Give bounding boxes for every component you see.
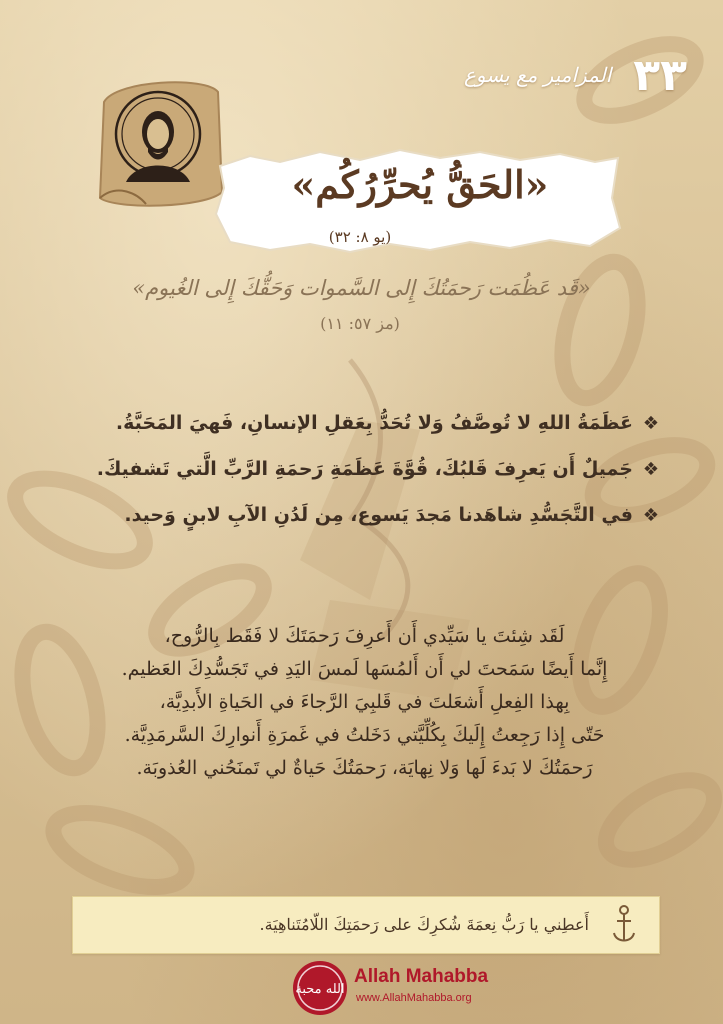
list-item xyxy=(60,446,661,492)
prayer-line: رَحمَتُكَ لا بَدءَ لَها وَلا نِهايَة، رَحمَتُكَ حَياةٌ لي تَمنَحُني العُذوبَة. xyxy=(136,757,593,779)
bullet-text: جَميلٌ أَن يَعرِفَ قَلبُكَ، قُوَّةَ عَظَمَةِ رَحمَةِ الرَّبِّ الَّتي تَشفيكَ. xyxy=(96,458,633,480)
anchor-cross-icon xyxy=(611,903,637,947)
header xyxy=(300,50,687,100)
closing-prayer-box xyxy=(72,896,660,954)
christ-portrait-icon xyxy=(96,72,226,212)
series-title: المزامير مع يسوع xyxy=(463,63,612,87)
prayer-text xyxy=(56,620,673,785)
footer-brand[interactable]: Allah Mahabba xyxy=(354,966,489,987)
closing-text: أَعطِني يا رَبُّ نِعمَةَ شُكرِكَ على رَحمَتِكَ اللّامُتَناهِيَة. xyxy=(259,915,589,934)
diamond-bullet-icon: ❖ xyxy=(642,504,660,526)
bullet-text: في التَّجَسُّدِ شاهَدنا مَجدَ يَسوع، مِن لَدُنِ الآبِ لابنٍ وَحيد. xyxy=(124,504,633,526)
psalm-verse: «قَد عَظُمَت رَحمَتُكَ إِلى السَّموات وَحَقُّكَ إِلى الغُيوم» xyxy=(132,276,591,300)
footer-url-link[interactable]: www.AllahMahabba.org xyxy=(356,992,472,1004)
prayer-line: حَتّى إِذا رَجِعتُ إِلَيكَ بِكُلِّيَّتي دَخَلتُ في غَمرَةِ أَنوارِكَ السَّرمَدِيَّة. xyxy=(124,724,605,746)
list-item xyxy=(60,492,661,538)
bullet-text: عَظَمَةُ اللهِ لا تُوصَّفُ وَلا تُحَدُّ بِعَقلِ الإنسانِ، فَهيَ المَحَبَّةُ. xyxy=(115,412,633,434)
diamond-bullet-icon: ❖ xyxy=(642,412,660,434)
psalm-reference: (مز ٥٧: ١١) xyxy=(320,314,400,333)
title-reference: (يو ٨: ٣٢) xyxy=(328,228,392,246)
bullet-list xyxy=(60,400,661,538)
diamond-bullet-icon: ❖ xyxy=(642,458,660,480)
svg-text:الله محبة: الله محبة xyxy=(295,982,345,997)
page-number: ٣٣ xyxy=(633,49,687,101)
footer xyxy=(292,958,522,1018)
prayer-line: إِنَّما أَيضًا سَمَحتَ لي أَن أَلمُسَها لَمسَ اليَدِ في تَجَسُّدِكَ العَظيم. xyxy=(121,658,608,680)
list-item xyxy=(60,400,661,446)
allah-mahabba-logo[interactable] xyxy=(292,960,348,1016)
main-title: «الحَقُّ يُحرِّرُكُم» xyxy=(291,162,549,207)
prayer-line: لَقَد شِئتَ يا سَيِّدي أَن أَعرِفَ رَحمَتَكَ لا فَقَط بِالرُّوح، xyxy=(164,625,565,647)
prayer-line: بِهذا الفِعلِ أَشعَلتَ في قَلبِيَ الرَّجاءَ في الحَياةِ الأَبدِيَّة، xyxy=(159,691,570,713)
